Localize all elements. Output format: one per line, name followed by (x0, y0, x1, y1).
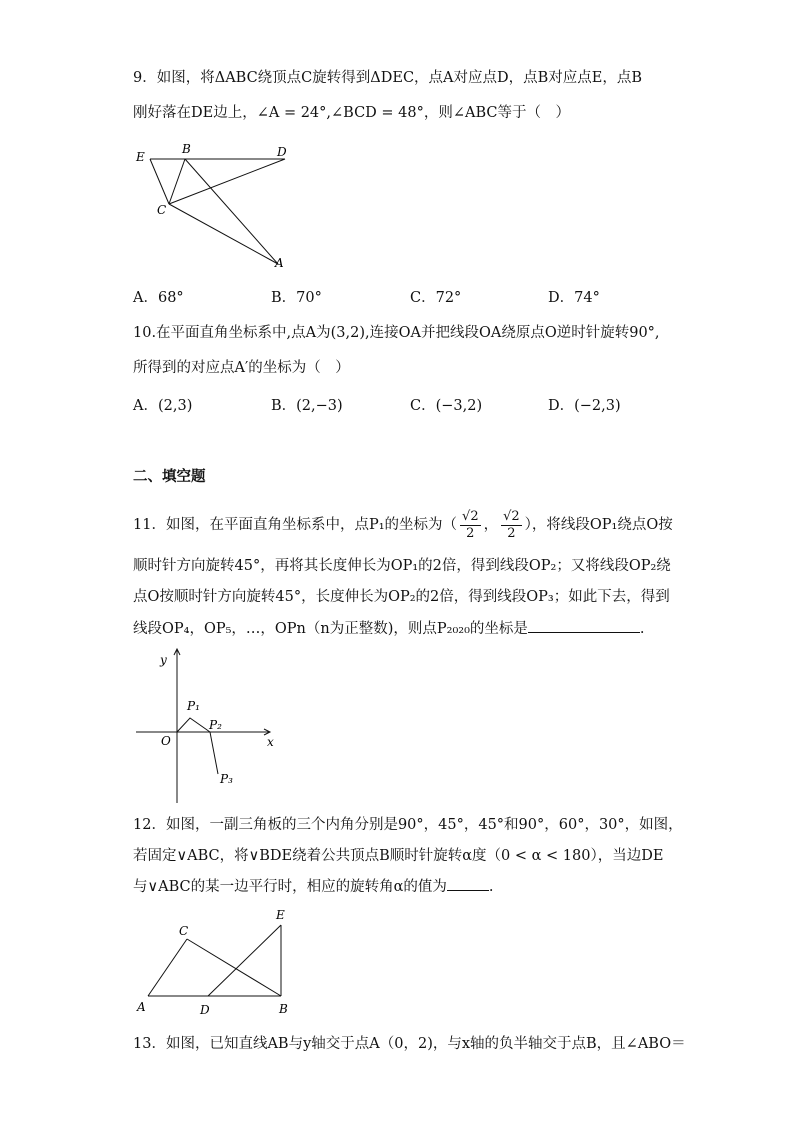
segment-CD (169, 159, 285, 204)
label-y: y (160, 653, 167, 667)
q12-text-line1: 12．如图，一副三角板的三个内角分别是90°，45°，45°和90°，60°，30°，如图， (133, 817, 683, 833)
q11-text-line3: 点O按顺时针方向旋转45°，长度伸长为OP₂的2倍，得到线段OP₃；如此下去，得到 (133, 589, 670, 605)
q11-figure (132, 645, 282, 807)
q12-text-line3 (133, 877, 494, 897)
section-title: 二、填空题 (133, 469, 206, 485)
q11-text-line4 (133, 619, 645, 639)
label-A: A (137, 1000, 146, 1014)
q11-line1-post: ），将线段OP₁绕点O按 (524, 517, 673, 533)
q12-figure (132, 905, 302, 1020)
q10-option-a: A．(2,3) (133, 398, 193, 414)
label-B: B (182, 142, 191, 156)
q10-option-c: C．(−3,2) (410, 398, 483, 414)
segment-CB (169, 159, 185, 204)
q9-option-a: A．68° (133, 290, 184, 306)
q11-frac-2: $\frac{√2}{2}$ (503, 508, 520, 541)
q11-line1-pre: 11．如图，在平面直角坐标系中，点P₁的坐标为（ (133, 517, 458, 533)
label-x: x (267, 735, 274, 749)
q9-figure (130, 140, 310, 275)
label-B: B (279, 1002, 288, 1016)
label-P2: P₂ (209, 718, 222, 732)
segment-CA (169, 204, 278, 264)
q10-options (133, 394, 693, 416)
q9-text-line2: 刚好落在DE边上，∠A = 24°,∠BCD = 48°，则∠ABC等于（ ） (133, 105, 571, 121)
label-A: A (275, 256, 284, 270)
q12-text-line2: 若固定∨ABC，将∨BDE绕着公共顶点B顺时针旋转α度（0 < α < 180），当边DE (133, 848, 664, 864)
q10-option-d: D．(−2,3) (548, 398, 621, 414)
q9-option-b: B．70° (271, 290, 322, 306)
label-D: D (277, 145, 287, 159)
q9-options (133, 286, 693, 308)
q11-answer-blank (528, 632, 640, 633)
q10-text-line2: 所得到的对应点A′的坐标为（ ） (133, 360, 350, 376)
q9-text-line1: 9．如图，将ΔABC绕顶点C旋转得到ΔDEC，点A对应点D，点B对应点E，点B (133, 70, 643, 86)
label-E: E (136, 150, 145, 164)
q11-text-line2: 顺时针方向旋转45°，再将其长度伸长为OP₁的2倍，得到线段OP₂；又将线段OP₂绕 (133, 558, 671, 574)
label-E: E (276, 908, 285, 922)
q9-option-c: C．72° (410, 290, 462, 306)
q10-option-b: B．(2,−3) (271, 398, 343, 414)
q10-text-line1: 10.在平面直角坐标系中,点A为(3,2),连接OA并把线段OA绕原点O逆时针旋转90°, (133, 325, 660, 341)
q11-line4-text: 线段OP₄，OP₅，…，OPn（n为正整数)，则点P₂₀₂₀的坐标是 (133, 621, 528, 637)
q9-option-d: D．74° (548, 290, 600, 306)
segment-AC (148, 939, 187, 996)
q11-sep: ， (483, 517, 499, 533)
q12-line3-end: . (488, 879, 494, 895)
segment-DE (208, 925, 281, 996)
label-P3: P₃ (220, 772, 233, 786)
label-P1: P₁ (187, 699, 200, 713)
q11-line4-end: . (639, 621, 645, 637)
q12-answer-blank (447, 890, 489, 891)
q12-line3-text: 与∨ABC的某一边平行时，相应的旋转角α的值为 (133, 879, 447, 895)
label-C: C (157, 203, 167, 217)
label-C: C (179, 924, 189, 938)
q11-frac-1: $\frac{√2}{2}$ (462, 508, 479, 541)
segment-EC (150, 159, 169, 204)
label-D: D (200, 1003, 210, 1017)
segment-CB (187, 939, 281, 996)
segment-BA (185, 159, 278, 264)
q11-text-line1 (133, 508, 673, 542)
q13-text-line1: 13．如图，已知直线AB与y轴交于点A（0，2)，与x轴的负半轴交于点B，且∠ABO＝ (133, 1036, 686, 1052)
label-O: O (161, 734, 171, 748)
